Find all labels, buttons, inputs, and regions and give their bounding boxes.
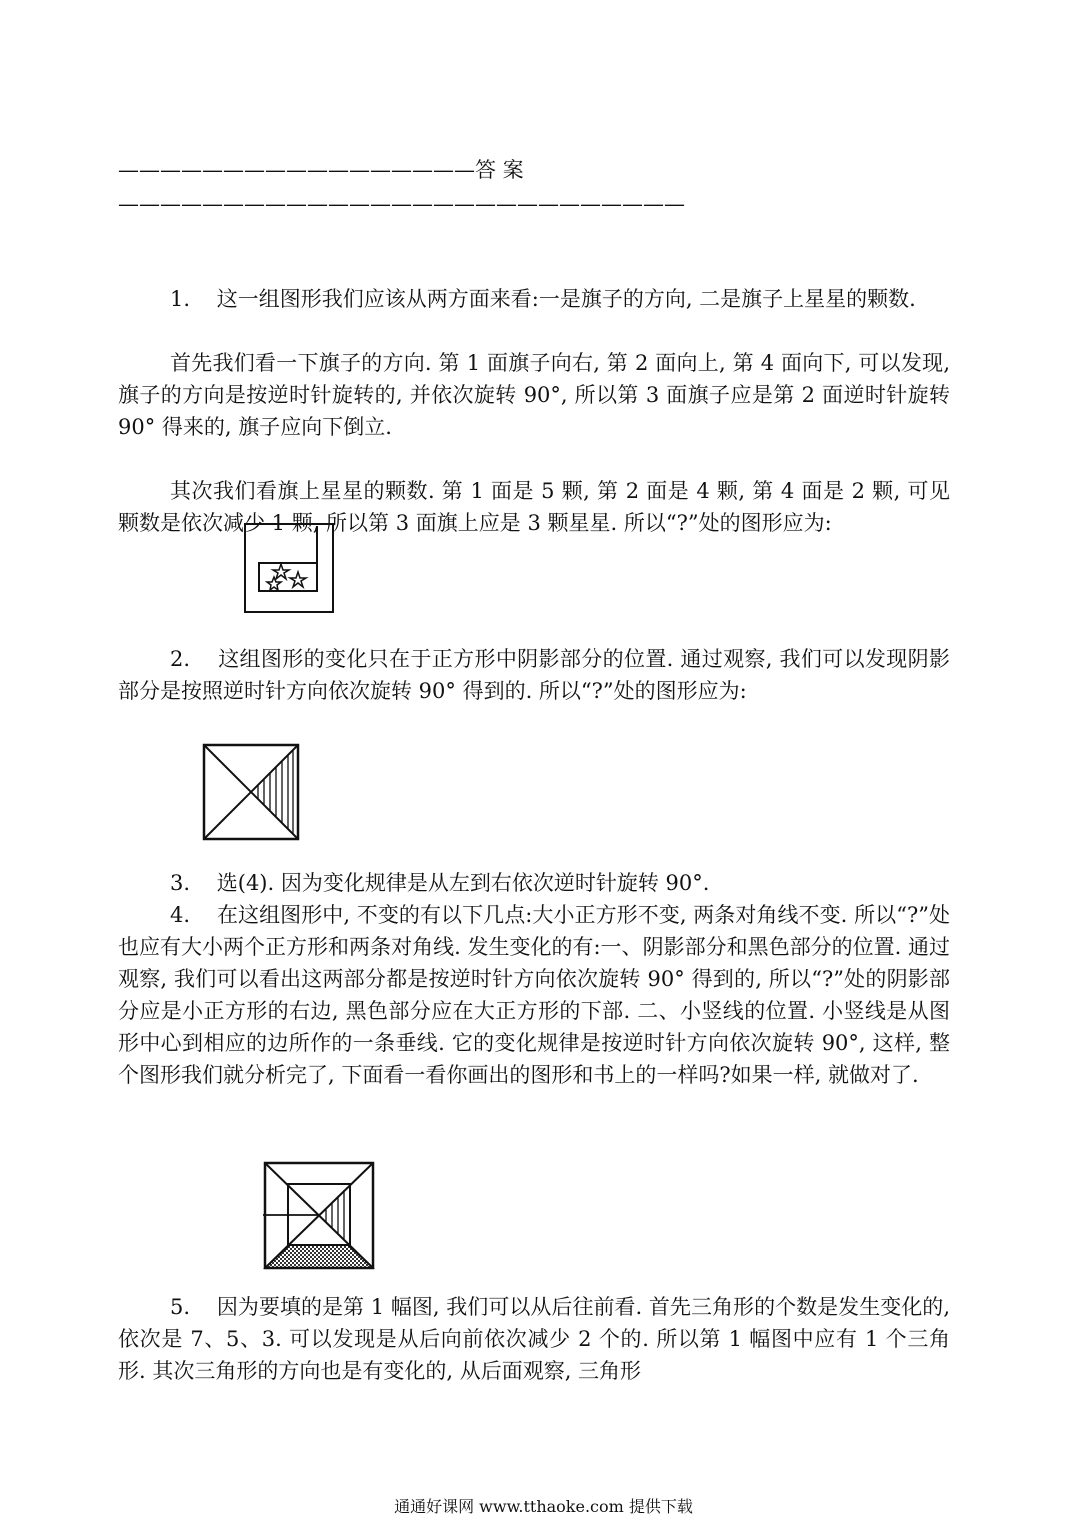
header-dash-left: ————————————————— [118,158,475,182]
answer-text: 在这组图形中, 不变的有以下几点:大小正方形不变, 两条对角线不变. 所以“?”处也应有大小两个正方形和两条对角线. 发生变化的有:一、阴影部分和黑色部分的位置. 通过观察, 我们可以看出这两部分都是按逆时针方向依次旋转 90° 得到的, 所以“?”处的阴影部分应是小正方形的右边, 黑色部分应在大正方形的下部. 二、小竖线的位置. 小竖线是从图形中心到相应的边所作的一条垂线. 它的变化规律是按逆时针方向依次旋转 90°, 这样, 整个图形我们就分析完了, 下面看一看你画出的图形和书上的一样吗?如果一样, 就做对了. [118,903,951,1087]
answer-text: 因为要填的是第 1 幅图, 我们可以从后往前看. 首先三角形的个数是发生变化的, 依次是 7、5、3. 可以发现是从后向前依次减少 2 个的. 所以第 1 幅图中应有 1 个三角形. 其次三角形的方向也是有变化的, 从后面观察, 三角形 [118,1295,951,1383]
answer-text: 这组图形的变化只在于正方形中阴影部分的位置. 通过观察, 我们可以发现阴影部分是按照逆时针方向依次旋转 90° 得到的. 所以“?”处的图形应为: [118,647,951,703]
answer-text: 选(4). 因为变化规律是从左到右依次逆时针旋转 90°. [216,871,710,895]
answer-5 [118,1291,950,1387]
header-dash-right: ——————————————————————————— [118,192,685,216]
answer-number: 2. [170,647,191,671]
answer-number: 1. [170,287,191,311]
figure-nested-squares [262,1160,376,1272]
figure-flag-answer [243,522,335,614]
star-icon [273,564,289,579]
answer-number: 5. [170,1295,191,1319]
star-icon [290,572,306,587]
header-title: 答 案 [475,158,524,182]
answer-1-intro [118,283,950,315]
answer-text: 其次我们看旗上星星的颗数. 第 1 面是 5 颗, 第 2 面是 4 颗, 第 4 面是 2 颗, 可见颗数是依次减少 1 颗, 所以第 3 面旗上应是 3 颗星星. 所以“?”处的图形应为: [118,479,950,535]
answer-number: 4. [170,903,191,927]
star-icon [267,577,281,590]
answer-text: 首先我们看一下旗子的方向. 第 1 面旗子向右, 第 2 面向上, 第 4 面向下, 可以发现, 旗子的方向是按逆时针旋转的, 并依次旋转 90°, 所以第 3 面旗子应是第 2 面逆时针旋转 90° 得来的, 旗子应向下倒立. [118,351,950,439]
answer-2 [118,643,950,707]
answer-number: 3. [170,871,191,895]
answer-4 [118,899,950,1091]
page-footer: 通通好课网 www.tthaoke.com 提供下载 [394,1497,693,1516]
answer-header [118,153,950,221]
answer-3 [118,867,950,899]
answer-1-direction [118,347,950,443]
figure-square-shaded [202,743,300,841]
answer-text: 这一组图形我们应该从两方面来看:一是旗子的方向, 二是旗子上星星的颗数. [216,287,916,311]
